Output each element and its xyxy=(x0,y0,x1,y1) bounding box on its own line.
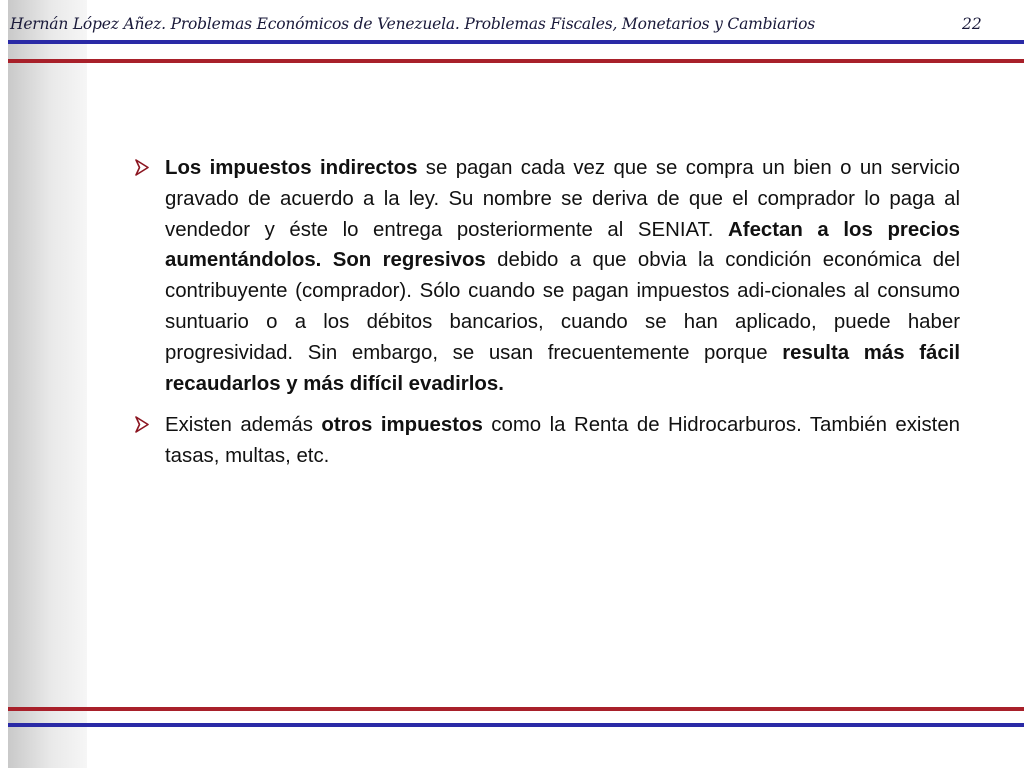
page-number: 22 xyxy=(962,15,982,33)
top-blue-rule xyxy=(8,40,1024,44)
arrow-bullet-icon xyxy=(135,416,149,433)
bottom-red-rule xyxy=(8,707,1024,711)
bullet-text-segment: otros impuestos xyxy=(321,414,483,437)
arrow-bullet-icon xyxy=(135,159,149,176)
bullet-text-segment: Existen además xyxy=(165,414,322,437)
left-gradient-sidebar xyxy=(8,0,87,768)
bullet-text-segment: Afectan a los precios aumentándolos. Son regresivos xyxy=(165,218,960,272)
top-red-rule xyxy=(8,59,1024,63)
header-title: Hernán López Añez. Problemas Económicos de Venezuela. Problemas Fiscales, Monetarios y Cambiarios xyxy=(10,15,815,33)
bullet-text-segment: Los impuestos indirectos xyxy=(165,157,418,179)
bullet-text-segment: resulta más fácil recaudarlos y más difícil evadirlos. xyxy=(165,341,961,395)
bullet-text-segment: debido a que obvia la condición económica del contribuyente (comprador). Sólo cuando se pagan impuestos adi-cionales al consumo suntuario o a los débitos bancarios, cuando se han aplicado, puede haber progresividad. Sin embargo, se usan frecuentemente porque xyxy=(165,249,960,364)
bullet-text-segment: como la Renta de Hidrocarburos. También existen tasas, multas, etc. xyxy=(165,414,961,468)
bullet-text-segment: se pagan cada vez que se compra un bien o un servicio gravado de acuerdo a la ley. Su nombre se deriva de que el comprador lo paga al vendedor y éste lo entrega posteriormente al SENIAT. xyxy=(165,157,960,241)
bottom-blue-rule xyxy=(8,723,1024,727)
bullet-indirect-taxes xyxy=(135,153,960,399)
bullet-other-taxes xyxy=(135,410,960,472)
slide-body xyxy=(135,153,960,483)
